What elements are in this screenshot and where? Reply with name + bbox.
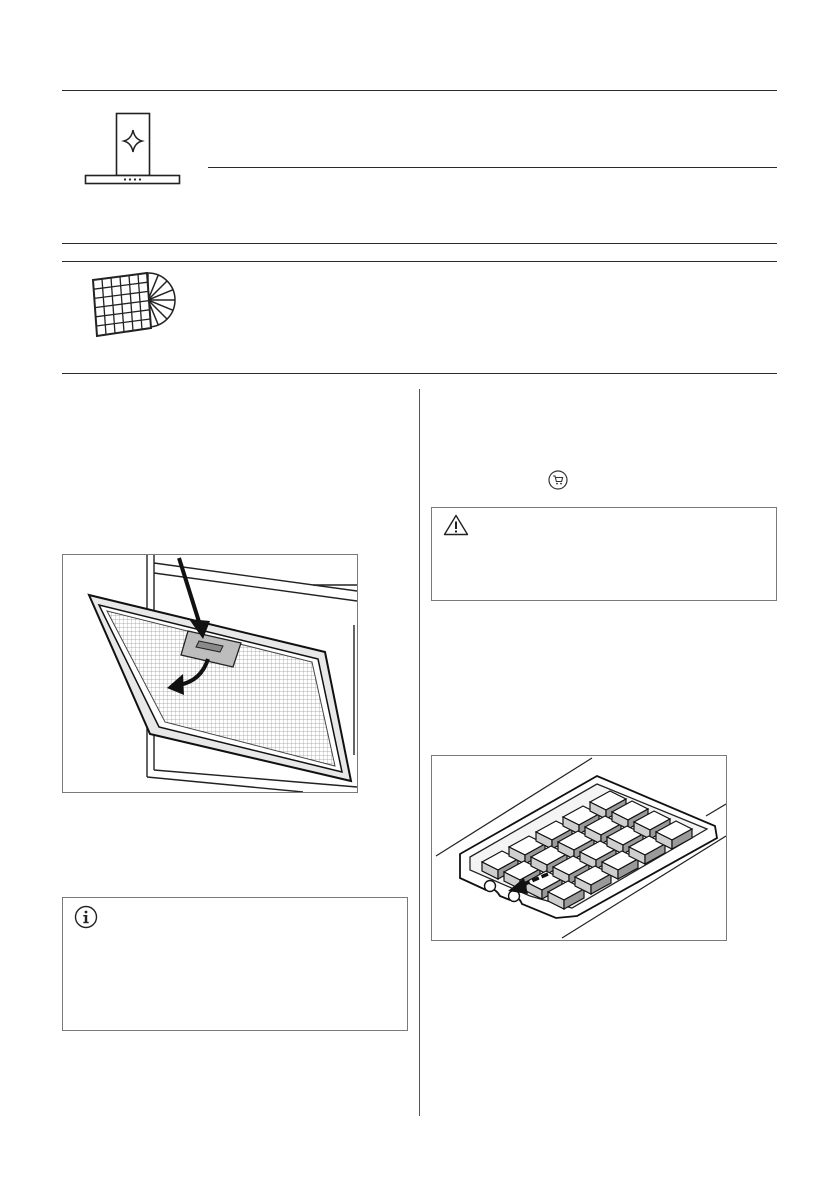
warning-triangle-icon [443, 514, 469, 536]
warning-box [431, 507, 777, 601]
information-icon [74, 905, 98, 929]
grease-filter-removal-illustration [62, 554, 358, 793]
charcoal-filter-removal-illustration [431, 755, 727, 941]
column-divider [419, 389, 420, 1116]
section-2-bottom-rule [62, 373, 777, 374]
top-rule [62, 90, 777, 91]
section-1-inner-rule [208, 167, 777, 168]
grease-and-charcoal-filter-icon [80, 268, 178, 344]
range-hood-cleaning-icon [84, 112, 182, 186]
information-note-box [62, 897, 408, 1031]
shopping-cart-icon [548, 470, 568, 490]
section-1-bottom-rule [62, 243, 777, 244]
section-2-top-rule [62, 261, 777, 262]
